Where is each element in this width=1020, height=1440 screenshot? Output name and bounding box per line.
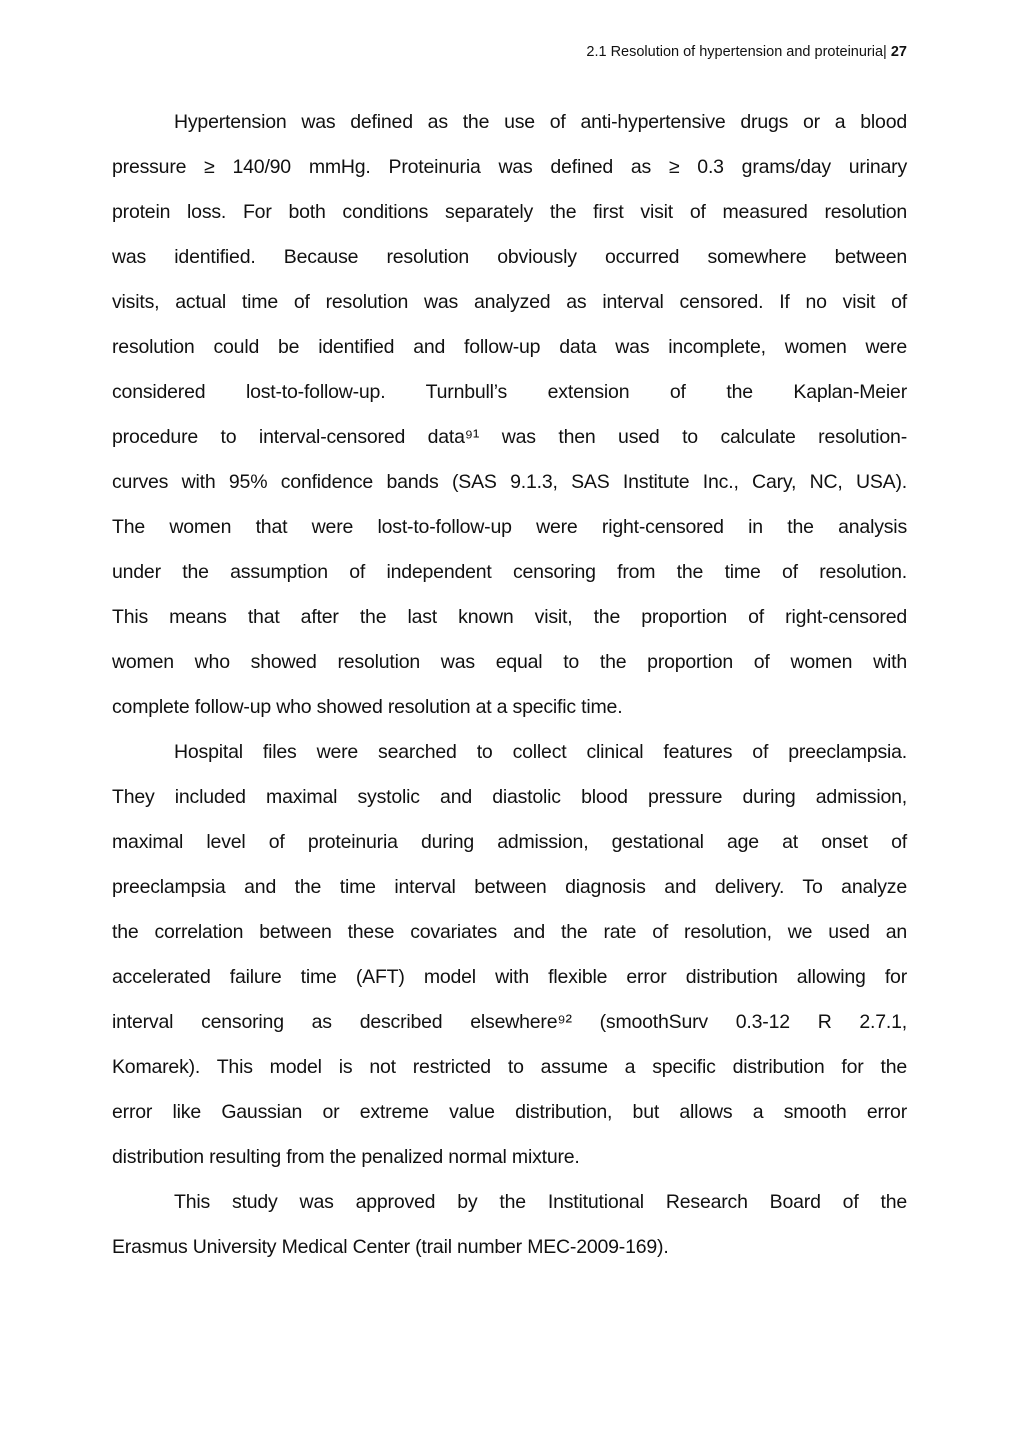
header-separator: | [883,44,887,60]
text-line: Hospital files were searched to collect clinical features of preeclampsia. [174,741,907,763]
paragraph [112,1180,907,1270]
text-line: visits, actual time of resolution was analyzed as interval censored. If no visit of [112,291,907,313]
text-line: Komarek). This model is not restricted to assume a specific distribution for the [112,1056,907,1078]
body-text [112,100,907,1270]
text-line: They included maximal systolic and diastolic blood pressure during admission, [112,786,907,808]
running-header [586,44,907,60]
text-line: complete follow-up who showed resolution at a specific time. [112,696,623,718]
text-line: maximal level of proteinuria during admission, gestational age at onset of [112,831,907,853]
paragraph [112,730,907,1180]
text-line: pressure ≥ 140/90 mmHg. Proteinuria was defined as ≥ 0.3 grams/day urinary [112,156,907,178]
text-line: This means that after the last known visit, the proportion of right-censored [112,606,907,628]
text-line: Hypertension was defined as the use of anti-hypertensive drugs or a blood [174,111,907,133]
text-line: considered lost-to-follow-up. Turnbull’s extension of the Kaplan-Meier [112,381,907,403]
text-line: error like Gaussian or extreme value distribution, but allows a smooth error [112,1101,907,1123]
text-line: preeclampsia and the time interval between diagnosis and delivery. To analyze [112,876,907,898]
header-title: 2.1 Resolution of hypertension and proteinuria [586,44,884,60]
text-line: was identified. Because resolution obviously occurred somewhere between [112,246,907,268]
text-line: interval censoring as described elsewhere⁹² (smoothSurv 0.3-12 R 2.7.1, [112,1011,907,1033]
page-number: 27 [890,44,907,60]
text-line: the correlation between these covariates and the rate of resolution, we used an [112,921,907,943]
text-line: The women that were lost-to-follow-up were right-censored in the analysis [112,516,907,538]
text-line: distribution resulting from the penalized normal mixture. [112,1146,580,1168]
text-line: This study was approved by the Institutional Research Board of the [174,1191,907,1213]
text-line: women who showed resolution was equal to the proportion of women with [112,651,907,673]
text-line: resolution could be identified and follow-up data was incomplete, women were [112,336,907,358]
text-line: curves with 95% confidence bands (SAS 9.1.3, SAS Institute Inc., Cary, NC, USA). [112,471,907,493]
text-line: under the assumption of independent censoring from the time of resolution. [112,561,907,583]
text-line: procedure to interval-censored data⁹¹ was then used to calculate resolution- [112,426,907,448]
paragraph [112,100,907,730]
text-line: protein loss. For both conditions separately the first visit of measured resolution [112,201,907,223]
text-line: Erasmus University Medical Center (trail number MEC-2009-169). [112,1236,669,1258]
text-line: accelerated failure time (AFT) model with flexible error distribution allowing for [112,966,907,988]
